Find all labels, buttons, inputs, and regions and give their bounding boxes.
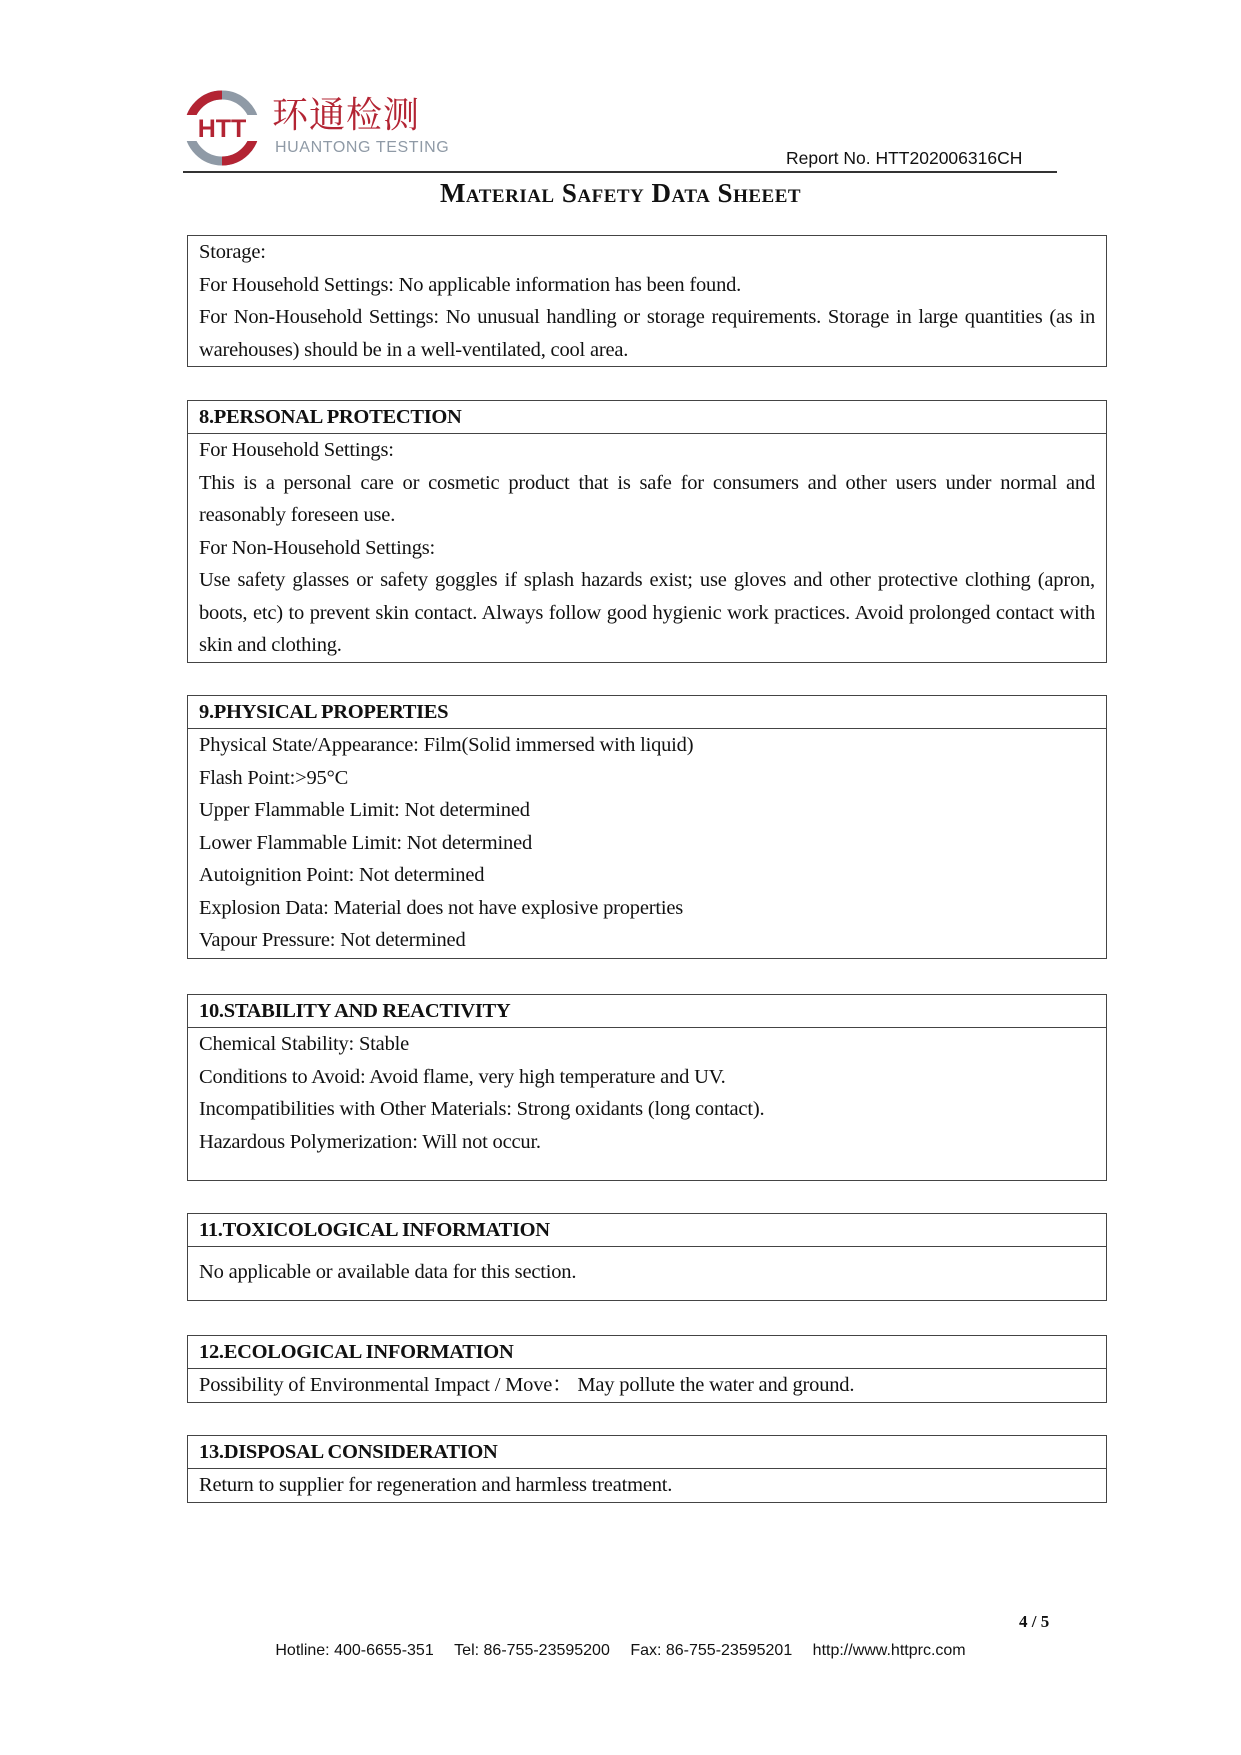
non-household-settings-text: Use safety glasses or safety goggles if splash hazards exist; use gloves and other protective clothing (apron, boots, etc) to prevent skin contact. Always follow good hygienic work practices. Avoid prolonged contact with skin and clothing. xyxy=(199,569,1095,656)
section-title: 13.DISPOSAL CONSIDERATION xyxy=(188,1436,1106,1469)
logo-chinese-name: 环通检测 xyxy=(272,95,421,136)
report-number: Report No. HTT202006316CH xyxy=(786,148,1023,168)
section-personal-protection xyxy=(187,400,1107,663)
toxicological-text: No applicable or available data for this section. xyxy=(199,1261,577,1283)
footer-contact xyxy=(0,1641,1241,1661)
footer-tel: Tel: 86-755-23595200 xyxy=(454,1642,610,1659)
storage-section xyxy=(187,235,1107,367)
non-household-settings-label: For Non-Household Settings: xyxy=(199,536,436,559)
footer-website-link[interactable]: http://www.httprc.com xyxy=(812,1642,966,1659)
incompatibilities: Incompatibilities with Other Materials: Strong oxidants (long contact). xyxy=(199,1098,765,1120)
page-number: 4 / 5 xyxy=(1019,1612,1050,1631)
storage-household: For Household Settings: No applicable information has been found. xyxy=(199,273,742,296)
footer-fax: Fax: 86-755-23595201 xyxy=(630,1642,793,1659)
hazardous-polymerization: Hazardous Polymerization: Will not occur. xyxy=(199,1130,541,1153)
ecological-text: Possibility of Environmental Impact / Move： May pollute the water and ground. xyxy=(199,1374,855,1396)
section-title: 11.TOXICOLOGICAL INFORMATION xyxy=(188,1214,1106,1247)
property-flash-point: Flash Point:>95°C xyxy=(199,766,349,789)
storage-non-household: For Non-Household Settings: No unusual handling or storage requirements. Storage in large quantities (as in warehouses) should be in a well-ventilated, cool area. xyxy=(199,306,1095,361)
section-title: 12.ECOLOGICAL INFORMATION xyxy=(188,1336,1106,1369)
section-physical-properties xyxy=(187,695,1107,959)
company-logo-mark xyxy=(182,88,262,168)
property-explosion-data: Explosion Data: Material does not have explosive properties xyxy=(199,896,684,919)
property-vapour-pressure: Vapour Pressure: Not determined xyxy=(199,929,466,951)
section-stability-reactivity xyxy=(187,994,1107,1181)
section-disposal-consideration xyxy=(187,1435,1107,1503)
property-upper-flammable-limit: Upper Flammable Limit: Not determined xyxy=(199,799,530,821)
document-title: Material Safety Data Sheeet xyxy=(439,178,802,208)
header-divider xyxy=(183,171,1057,173)
section-title: 8.PERSONAL PROTECTION xyxy=(188,401,1106,434)
section-ecological-information xyxy=(187,1335,1107,1403)
section-title: 9.PHYSICAL PROPERTIES xyxy=(188,696,1106,729)
household-settings-label: For Household Settings: xyxy=(199,439,394,461)
property-autoignition-point: Autoignition Point: Not determined xyxy=(199,864,485,886)
htt-ring-icon xyxy=(182,88,262,168)
property-lower-flammable-limit: Lower Flammable Limit: Not determined xyxy=(199,831,533,854)
property-appearance: Physical State/Appearance: Film(Solid immersed with liquid) xyxy=(199,734,694,756)
storage-label: Storage: xyxy=(199,241,266,263)
logo-english-name: HUANTONG TESTING xyxy=(275,139,450,156)
disposal-text: Return to supplier for regeneration and harmless treatment. xyxy=(199,1474,673,1496)
chemical-stability: Chemical Stability: Stable xyxy=(199,1033,410,1055)
household-settings-text: This is a personal care or cosmetic product that is safe for consumers and other users under normal and reasonably foreseen use. xyxy=(199,471,1095,526)
section-title: 10.STABILITY AND REACTIVITY xyxy=(188,995,1106,1028)
section-toxicological-information xyxy=(187,1213,1107,1301)
svg-text:HTT: HTT xyxy=(197,115,247,143)
footer-hotline: Hotline: 400-6655-351 xyxy=(275,1642,434,1659)
conditions-to-avoid: Conditions to Avoid: Avoid flame, very high temperature and UV. xyxy=(199,1065,726,1088)
